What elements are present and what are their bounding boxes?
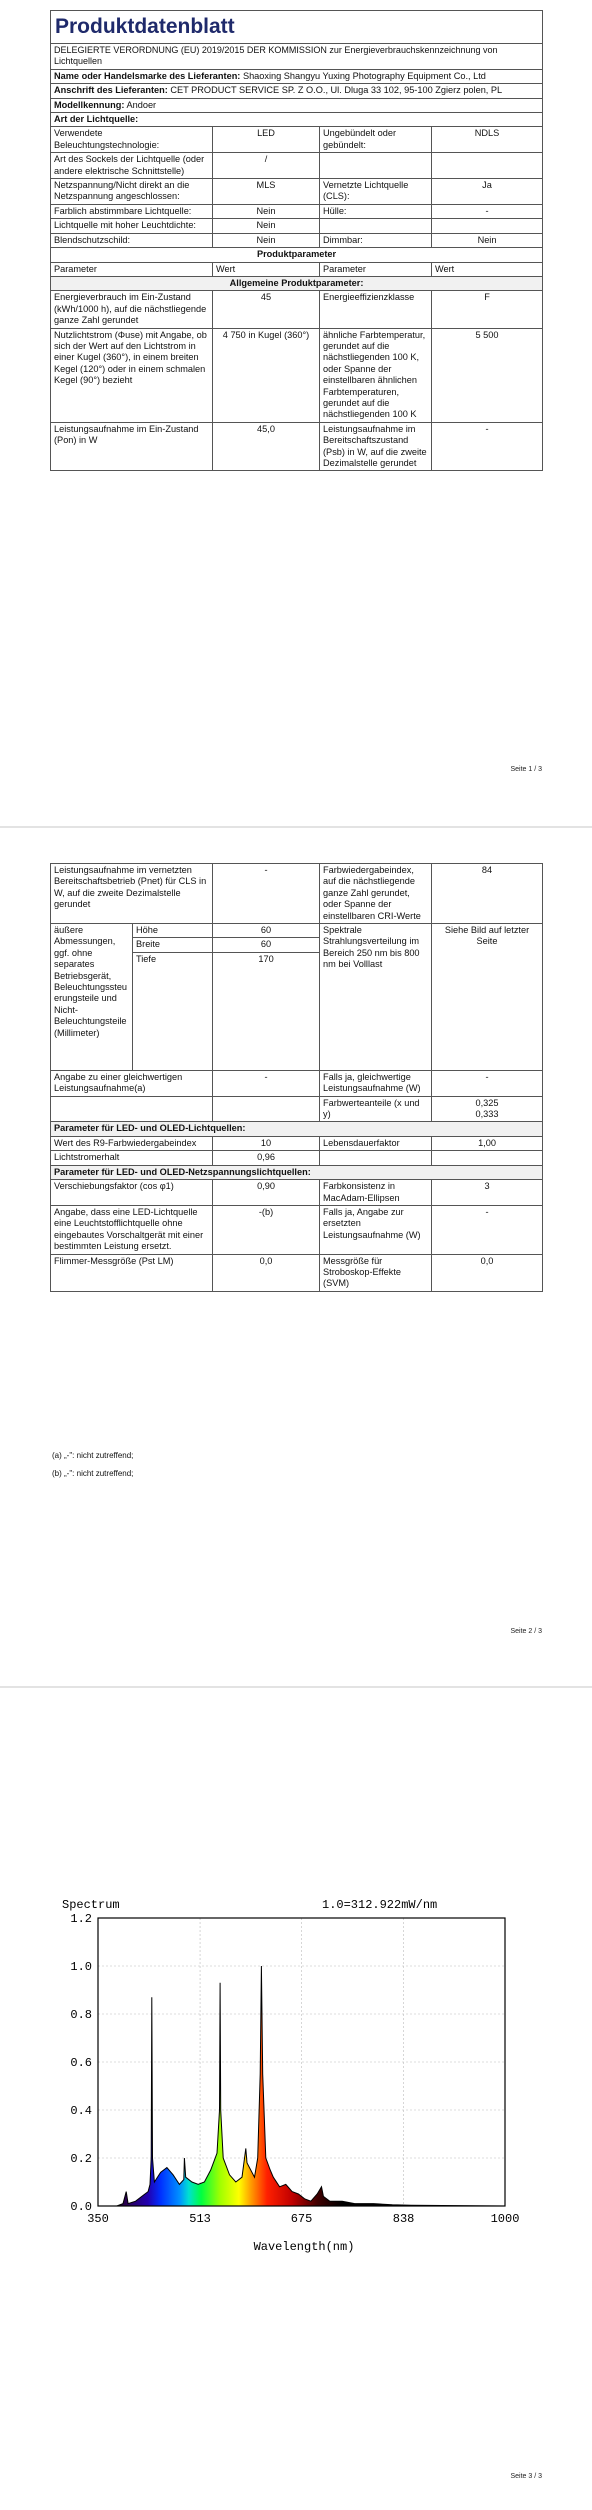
table-row: Energieverbrauch im Ein-Zustand (kWh/1000 h), auf die nächstliegende ganze Zahl gerundet 45 Energieeffizienzklasse F [51,291,543,328]
light-source-type-heading: Art der Lichtquelle: [51,113,543,127]
chart-annotation: 1.0=312.922mW/nm [322,1898,438,1912]
table-row: Angabe zu einer gleichwertigen Leistungsaufnahme(a) - Falls ja, gleichwertige Leistungsaufnahme (W) - [51,1070,543,1096]
table-row: Lichtquelle mit hoher Leuchtdichte: Nein [51,219,543,233]
page-2 [0,828,592,1686]
page-3 [0,1688,592,2510]
x-axis-label: Wavelength(nm) [253,2240,355,2254]
table-row: Farblich abstimmbare Lichtquelle: Nein Hülle: - [51,204,543,218]
y-tick-label: 0.0 [70,2200,92,2214]
y-tick-label: 0.2 [70,2152,92,2166]
spectral-label: Spektrale Strahlungsverteilung im Bereich 250 nm bis 800 nm bei Volllast [320,924,432,1071]
y-tick-label: 1.2 [70,1912,92,1926]
page-number: Seite 2 / 3 [510,1628,542,1635]
dim-value: 170 [213,952,320,1070]
product-params-heading: Produktparameter [51,248,543,262]
dimensions-label: äußere Abmessungen, ggf. ohne separates Betriebsgerät, Beleuchtungssteuerungsteile und Nicht-Beleuchtungsteile (Millimeter) [51,924,133,1071]
y-tick-label: 0.8 [70,2008,92,2022]
dim-value: 60 [213,938,320,952]
datasheet-table-1 [50,10,543,471]
led-section-heading: Parameter für LED- und OLED-Lichtquellen: [51,1122,543,1136]
dim-value: 60 [213,924,320,938]
y-tick-label: 0.4 [70,2104,92,2118]
y-tick-label: 0.6 [70,2056,92,2070]
table-row: Blendschutzschild: Nein Dimmbar: Nein [51,233,543,247]
x-tick-label: 838 [392,2212,415,2226]
table-header: Parameter Wert Parameter Wert [51,262,543,276]
table-row: Netzspannung/Nicht direkt an die Netzspannung angeschlossen: MLS Vernetzte Lichtquelle (CLS): Ja [51,179,543,205]
table-row: Flimmer-Messgröße (Pst LM) 0,0 Messgröße für Stroboskop-Effekte (SVM) 0,0 [51,1254,543,1291]
mains-section-heading: Parameter für LED- und OLED-Netzspannungslichtquellen: [51,1165,543,1179]
supplier-name-row: Name oder Handelsmarke des Lieferanten: Shaoxing Shangyu Yuxing Photography Equipment Co., Ltd [51,69,543,83]
x-tick-label: 350 [87,2212,109,2226]
dim-name: Höhe [133,924,213,938]
spectrum-chart [50,1888,542,2268]
table-row: Wert des R9-Farbwiedergabeindex 10 Lebensdauerfaktor 1,00 [51,1136,543,1150]
chart-title: Spectrum [62,1898,120,1912]
table-row: Verschiebungsfaktor (cos φ1) 0,90 Farbkonsistenz in MacAdam-Ellipsen 3 [51,1180,543,1206]
chart-header [60,1888,542,1914]
footnote-a: (a) „-": nicht zutreffend; [52,1451,134,1460]
table-row: Lichtstromerhalt 0,96 [51,1151,543,1165]
table-row: Nutzlichtstrom (Φuse) mit Angabe, ob sich der Wert auf den Lichtstrom in einer Kugel (360°), in einem breiten Kegel (120°) oder in einem schmalen Kegel (90°) bezieht 4 750 in Kugel (360°) ähnliche Farbtemperatur, gerundet auf die nächstliegenden 100 K, oder Spanne der einstellbaren ähnlichen Farbtemperaturen, gerundet auf die nächstliegenden 100 K 5 500 [51,328,543,422]
page-number: Seite 3 / 3 [510,2473,542,2480]
spectral-value: Siehe Bild auf letzter Seite [432,924,543,1071]
table-row: Leistungsaufnahme im vernetzten Bereitschaftsbetrieb (Pnet) für CLS in W, auf die zweite Dezimalstelle gerundet - Farbwiedergabeindex, auf die nächstliegende ganze Zahl gerundet, oder Spanne der einstellbaren CRI-Werte 84 [51,864,543,924]
dim-name: Breite [133,938,213,952]
y-tick-label: 1.0 [70,1960,92,1974]
table-row: Angabe, dass eine LED-Lichtquelle eine Leuchtstofflichtquelle ohne eingebautes Vorschaltgerät mit einer bestimmten Leistung ersetzt. -(b) Falls ja, Angabe zur ersetzten Leistungsaufnahme (W) - [51,1205,543,1254]
model-row: Modellkennung: Andoer [51,98,543,112]
x-tick-label: 1000 [490,2212,520,2226]
table-row: Art des Sockels der Lichtquelle (oder andere elektrische Schnittstelle) / [51,153,543,179]
table-row: Farbwerteanteile (x und y) 0,325 0,333 [51,1096,543,1122]
table-row: Verwendete Beleuchtungstechnologie: LED Ungebündelt oder gebündelt: NDLS [51,127,543,153]
x-tick-label: 675 [290,2212,313,2226]
chart-background [50,1888,542,2268]
footnote-b: (b) „-": nicht zutreffend; [52,1469,134,1478]
dimensions-row [51,924,543,938]
general-params-heading: Allgemeine Produktparameter: [51,276,543,290]
supplier-address-row: Anschrift des Lieferanten: CET PRODUCT SERVICE SP. Z O.O., Ul. Dluga 33 102, 95-100 Zgierz polen, PL [51,84,543,98]
page-1 [0,0,592,826]
dim-name: Tiefe [133,952,213,1070]
page-title: Produktdatenblatt [51,11,543,44]
regulation-text: DELEGIERTE VERORDNUNG (EU) 2019/2015 DER KOMMISSION zur Energieverbrauchskennzeichnung von Lichtquellen [51,44,543,70]
page-number: Seite 1 / 3 [510,766,542,773]
datasheet-table-2 [50,863,543,1292]
x-tick-label: 513 [189,2212,211,2226]
table-row: Leistungsaufnahme im Ein-Zustand (Pon) in W 45,0 Leistungsaufnahme im Bereitschaftszustand (Psb) in W, auf die zweite Dezimalstelle gerundet - [51,422,543,471]
